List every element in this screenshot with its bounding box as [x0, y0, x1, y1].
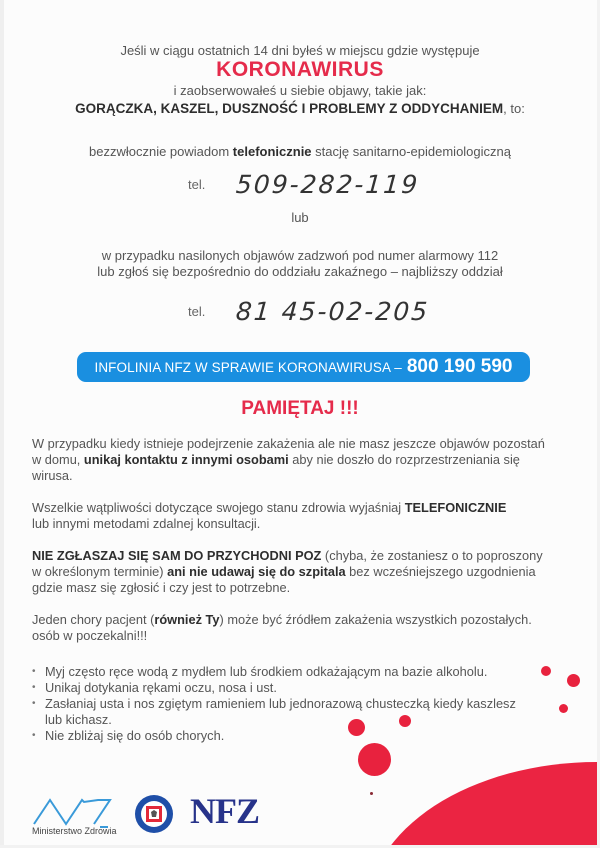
- list-item: • Zasłaniaj usta i nos zgiętym ramieniem lub jednorazową chusteczką kiedy kaszlesz: [32, 696, 516, 712]
- p4-bold: również Ty: [154, 612, 220, 627]
- intro-line-2: i zaobserwowałeś u siebie objawy, takie jak:: [173, 83, 427, 98]
- notify-post: stację sanitarno-epidemiologiczną: [311, 144, 511, 159]
- p2-pre: Wszelkie wątpliwości dotyczące swojego stanu zdrowia wyjaśniaj: [32, 500, 405, 515]
- infoline-number: 800 190 590: [406, 356, 513, 377]
- p3-line-3: gdzie masz się zgłosić i czy jest to potrzebne.: [32, 580, 291, 595]
- list-item-continuation: lub kichasz.: [45, 712, 112, 727]
- p2-bold: TELEFONICZNIE: [404, 500, 507, 515]
- p3-pre-2: w określonym terminie): [32, 564, 168, 579]
- p1-line-3: wirusa.: [32, 468, 73, 483]
- p1-bold: unikaj kontaktu z innymi osobami: [83, 452, 289, 467]
- p4-line-2: osób w poczekalni!!!: [32, 628, 148, 643]
- p3-post-1: (chyba, że zostaniesz o to poproszony: [321, 548, 543, 563]
- p2-line-2: lub innymi metodami zdalnej konsultacji.: [32, 516, 261, 531]
- p3-bold-2: ani nie udawaj się do szpitala: [167, 564, 346, 579]
- severe-line-2: lub zgłoś się bezpośrednio do oddziału zakaźnego – najbliższy oddział: [97, 264, 503, 279]
- symptoms-tail: , to:: [503, 101, 525, 116]
- p3-post-2: bez wcześniejszego uzgodnienia: [345, 564, 536, 579]
- remember-heading: PAMIĘTAJ !!!: [241, 398, 359, 419]
- list-item: • Unikaj dotykania rękami oczu, nosa i ust.: [32, 680, 516, 696]
- virus-blob-decoration: [367, 762, 597, 845]
- list-item: • Nie zbliżaj się do osób chorych.: [32, 728, 516, 744]
- sanitary-inspection-emblem-icon: [134, 794, 174, 834]
- ministry-of-health-logo-icon: [32, 790, 114, 830]
- tel-label: tel.: [188, 304, 206, 319]
- nfz-logo: NFZ: [190, 791, 259, 831]
- p1-line-1: W przypadku kiedy istnieje podejrzenie zakażenia ale nie masz jeszcze objawów pozostań: [32, 436, 545, 451]
- or-label: lub: [291, 210, 309, 225]
- tel-label: tel.: [188, 177, 206, 192]
- p1-pre: w domu,: [32, 452, 84, 467]
- symptoms-bold: GORĄCZKA, KASZEL, DUSZNOŚĆ I PROBLEMY Z ODDYCHANIEM: [75, 101, 504, 116]
- intro-line-1: Jeśli w ciągu ostatnich 14 dni byłeś w miejscu gdzie występuje: [120, 43, 480, 58]
- p4-pre: Jeden chory pacjent (: [32, 612, 155, 627]
- notify-bold: telefonicznie: [232, 144, 312, 159]
- ministry-label: Ministerstwo Zdrowia: [32, 826, 117, 836]
- notify-pre: bezzwłocznie powiadom: [89, 144, 233, 159]
- headline-koronawirus: KORONAWIRUS: [216, 58, 384, 81]
- list-item: • Myj często ręce wodą z mydłem lub środkiem odkażającym na bazie alkoholu.: [32, 664, 516, 680]
- infoline-label: INFOLINIA NFZ W SPRAWIE KORONAWIRUSA –: [94, 359, 402, 375]
- handwritten-phone-number: 81 45-02-205: [234, 297, 430, 326]
- handwritten-phone-number: 509-282-119: [234, 170, 421, 199]
- p4-post: ) może być źródłem zakażenia wszystkich pozostałych.: [219, 612, 532, 627]
- p1-post: aby nie doszło do rozprzestrzeniania się: [288, 452, 520, 467]
- p3-bold-1: NIE ZGŁASZAJ SIĘ SAM DO PRZYCHODNI POZ: [32, 548, 322, 563]
- severe-line-1: w przypadku nasilonych objawów zadzwoń pod numer alarmowy 112: [101, 248, 499, 263]
